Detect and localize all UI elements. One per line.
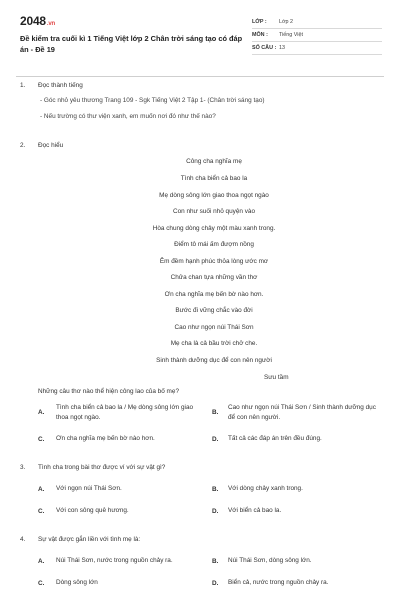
question-1-line-2: - Nếu trường có thư viện xanh, em muốn nơi đó như thế nào? bbox=[40, 113, 216, 120]
meta-label: LỚP : bbox=[252, 19, 267, 25]
meta-label: MÔN : bbox=[252, 32, 268, 38]
poem-line: Con như suối nhỏ quyện vào bbox=[172, 208, 256, 215]
option-c-text[interactable]: Với con sông quê hương. bbox=[56, 507, 129, 514]
poem-line: Sinh thành dưỡng dục để con nên người bbox=[156, 357, 272, 364]
question-1-line-1: - Góc nhỏ yêu thương Trang 109 - Sgk Tiếng Việt 2 Tập 1- (Chân trời sáng tạo) bbox=[40, 97, 265, 104]
logo-suffix: .vn bbox=[46, 21, 55, 27]
logo-text: 2048 bbox=[20, 14, 46, 28]
poem-line: Êm đềm hạnh phúc thỏa lòng ước mơ bbox=[159, 258, 269, 265]
meta-value: 13 bbox=[279, 45, 285, 51]
poem-line: Tình cha biển cả bao la bbox=[180, 175, 248, 182]
option-c-letter[interactable]: C. bbox=[38, 508, 45, 515]
site-logo[interactable] bbox=[20, 14, 55, 28]
option-a-letter[interactable]: A. bbox=[38, 409, 45, 416]
poem-line: Cao như ngọn núi Thái Sơn bbox=[174, 324, 254, 331]
option-d-letter[interactable]: D. bbox=[212, 508, 219, 515]
meta-label: SỐ CÂU : bbox=[252, 45, 277, 51]
document-title: Đề kiểm tra cuối kì 1 Tiếng Việt lớp 2 Chân trời sáng tạo có đáp án - Đề 19 bbox=[20, 34, 243, 54]
option-c-text[interactable]: Dòng sông lớn bbox=[56, 579, 98, 586]
poem-author: Sưu tầm bbox=[264, 374, 289, 381]
question-1-number: 1. bbox=[20, 82, 26, 89]
option-c-text[interactable]: Ơn cha nghĩa mẹ bến bờ nào hơn. bbox=[56, 435, 155, 442]
option-d-text[interactable]: Với biển cả bao la. bbox=[228, 507, 282, 514]
option-a-text[interactable]: Tình cha biển cả bao la / Mẹ dòng sông lớn giao thoa ngọt ngào. bbox=[56, 404, 194, 421]
poem-line: Bước đi vững chắc vào đời bbox=[175, 307, 253, 314]
option-d-text[interactable]: Tất cả các đáp án trên đều đúng. bbox=[228, 435, 322, 442]
meta-row-subject bbox=[252, 29, 382, 42]
option-b-letter[interactable]: B. bbox=[212, 486, 219, 493]
poem-line: Mẹ cha là cả bầu trời chở che. bbox=[170, 340, 258, 347]
meta-row-question-count bbox=[252, 42, 382, 55]
option-b-text[interactable]: Với dòng chảy xanh trong. bbox=[228, 485, 303, 492]
question-1-title: Đọc thành tiếng bbox=[38, 82, 83, 89]
poem-line: Điểm tô mái ấm đượm nồng bbox=[174, 241, 254, 248]
poem-line: Hòa chung dòng chảy một màu xanh trong. bbox=[152, 225, 276, 232]
question-3-number: 3. bbox=[20, 464, 26, 471]
page-header bbox=[20, 14, 382, 76]
meta-value: Tiếng Việt bbox=[279, 32, 303, 38]
meta-table bbox=[252, 16, 382, 55]
meta-row-class bbox=[252, 16, 382, 29]
option-b-text[interactable]: Núi Thái Sơn, dòng sông lớn. bbox=[228, 557, 312, 564]
question-4-number: 4. bbox=[20, 536, 26, 543]
question-2-prompt: Những câu thơ nào thể hiện công lao của bố mẹ? bbox=[38, 388, 179, 395]
question-4-prompt: Sự vật được gắn liền với tình mẹ là: bbox=[38, 536, 141, 543]
option-d-text[interactable]: Biển cả, nước trong nguồn chảy ra. bbox=[228, 579, 329, 586]
option-a-text[interactable]: Núi Thái Sơn, nước trong nguồn chảy ra. bbox=[56, 557, 173, 564]
option-a-letter[interactable]: A. bbox=[38, 486, 45, 493]
option-c-letter[interactable]: C. bbox=[38, 580, 45, 587]
poem-line: Công cha nghĩa mẹ bbox=[186, 158, 242, 165]
option-b-letter[interactable]: B. bbox=[212, 558, 219, 565]
meta-value: Lớp 2 bbox=[279, 19, 294, 25]
question-2-title: Đọc hiểu bbox=[38, 142, 64, 149]
question-2-number: 2. bbox=[20, 142, 26, 149]
option-d-letter[interactable]: D. bbox=[212, 436, 219, 443]
option-a-text[interactable]: Với ngọn núi Thái Sơn. bbox=[56, 485, 122, 492]
header-divider bbox=[16, 76, 384, 77]
poem-line: Chửa chan tựa những vần thơ bbox=[170, 274, 258, 281]
option-c-letter[interactable]: C. bbox=[38, 436, 45, 443]
option-b-text[interactable]: Cao như ngọn núi Thái Sơn / Sinh thành dưỡng dục để con nên người. bbox=[228, 404, 376, 421]
poem-line: Ơn cha nghĩa mẹ bến bờ nào hơn. bbox=[164, 291, 264, 298]
option-b-letter[interactable]: B. bbox=[212, 409, 219, 416]
poem-line: Mẹ dòng sông lớn giao thoa ngọt ngào bbox=[159, 192, 269, 199]
option-d-letter[interactable]: D. bbox=[212, 580, 219, 587]
option-a-letter[interactable]: A. bbox=[38, 558, 45, 565]
question-3-prompt: Tình cha trong bài thơ được ví với sự vật gì? bbox=[38, 464, 166, 471]
